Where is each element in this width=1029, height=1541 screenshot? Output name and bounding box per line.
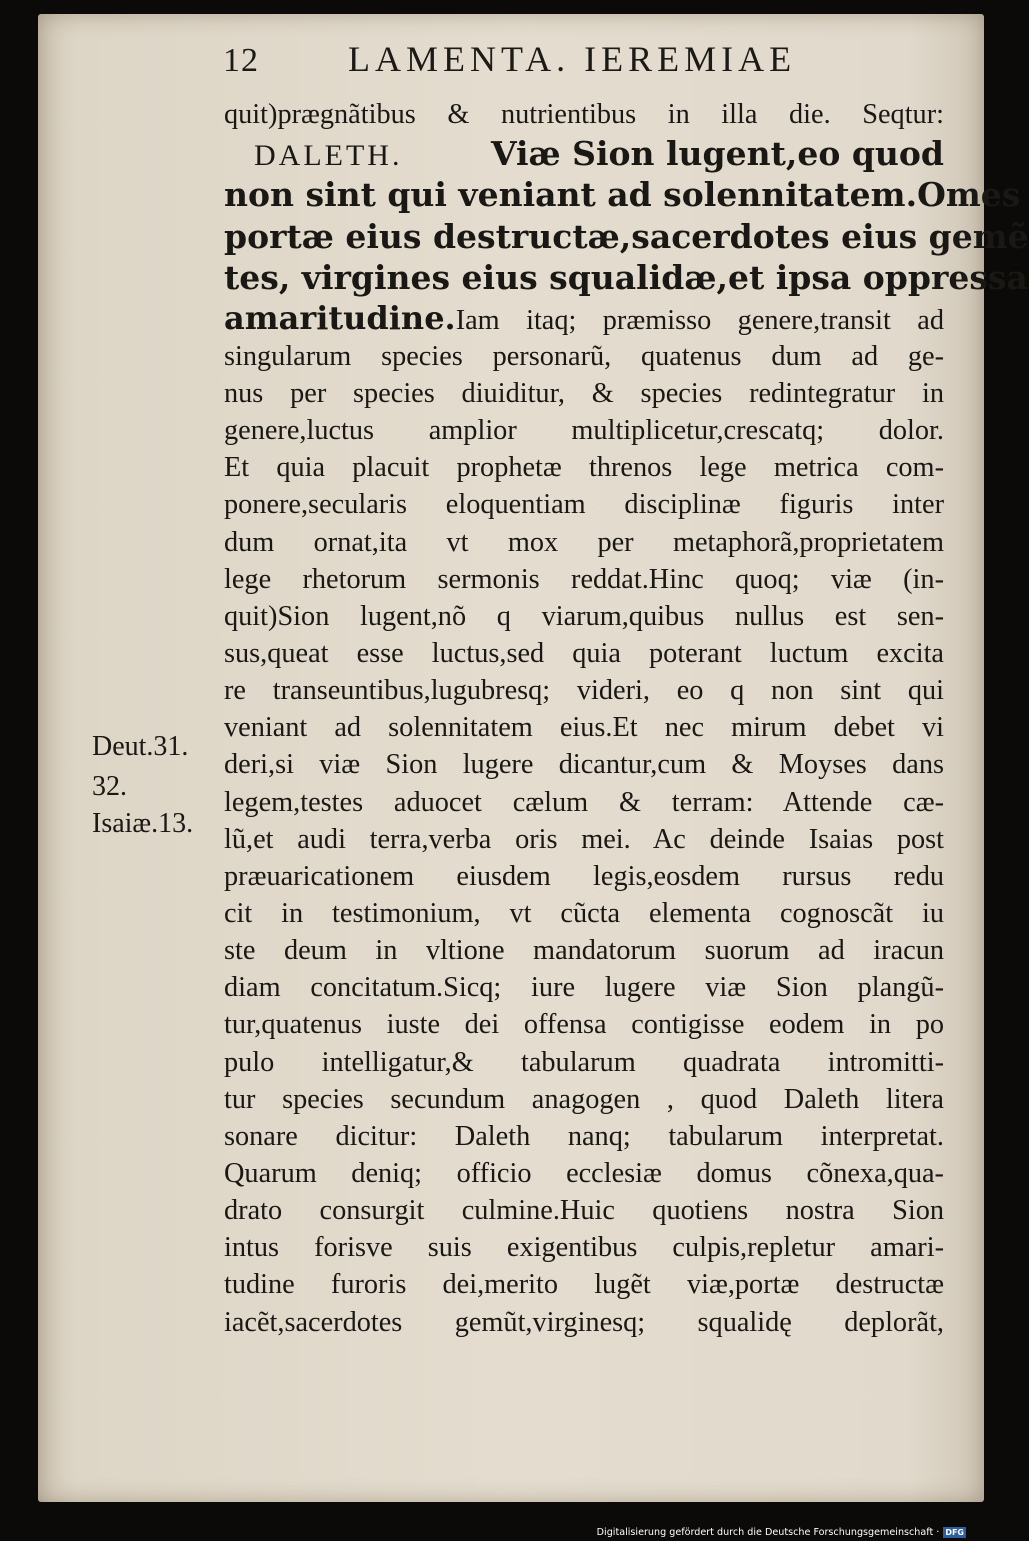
text-line: quit)Sion lugent,nõ q viarum,quibus nullus est sen- (224, 600, 944, 632)
text-line: iacẽt,sacerdotes gemũt,virginesq; squalidę deplorãt, (224, 1306, 944, 1338)
text-line: ponere,secularis eloquentiam disciplinæ figuris inter (224, 489, 944, 521)
marginal-note: 32. (92, 771, 127, 802)
text-line: præuaricationem eiusdem legis,eosdem rursus redu (224, 860, 944, 892)
text-line: ste deum in vltione mandatorum suorum ad iracun (224, 935, 944, 967)
text-line: lũ,et audi terra,verba oris mei. Ac deinde Isaias post (224, 823, 944, 855)
gothic-text: amaritudine. (224, 298, 456, 337)
text-line: Quarum deniq; officio ecclesiæ domus cõnexa,qua- (224, 1157, 944, 1189)
text-line: legem,testes aduocet cælum & terram: Attende cæ- (224, 786, 944, 818)
gothic-line: tes, virgines eius squalidæ,et ipsa oppressa (224, 257, 1028, 297)
credit-text: Digitalisierung gefördert durch die Deutsche Forschungsgemeinschaft · (596, 1526, 940, 1538)
text-line: diam concitatum.Sicq; iure lugere viæ Sion plangũ- (224, 972, 944, 1004)
text-line: Et quia placuit prophetæ threnos lege metrica com- (224, 452, 944, 484)
text-line: deri,si viæ Sion lugere dicantur,cum & Moyses dans (224, 749, 944, 781)
marginal-note: Isaiæ.13. (92, 808, 194, 839)
digitization-credit (597, 1526, 966, 1538)
text-line: sonare dicitur: Daleth nanq; tabularum interpretat. (224, 1120, 944, 1152)
dfg-logo: DFG (945, 1527, 964, 1537)
text-line: nus per species diuiditur, & species redintegratur in (224, 378, 944, 410)
body-text (224, 96, 1029, 1341)
text-line: intus forisve suis exigentibus culpis,repletur amari- (224, 1232, 944, 1264)
text-line: tur,quatenus iuste dei offensa contigisse eodem in po (224, 1009, 944, 1041)
text-line: drato consurgit culmine.Huic quotiens nostra Sion (224, 1195, 944, 1227)
running-title: LAMENTA. IEREMIAE (348, 39, 797, 79)
gothic-line: portæ eius destructæ,sacerdotes eius gemẽ (224, 216, 1029, 256)
gothic-text: Viæ Sion lugent,eo quod (490, 134, 944, 174)
mixed-line (224, 298, 944, 338)
roman-text: Iam itaq; præmisso genere,transit ad (455, 304, 944, 336)
text-line: dum ornat,ita vt mox per metaphorã,proprietatem (224, 526, 944, 558)
daleth-line (224, 133, 944, 174)
text-line: pulo intelligatur,& tabularum quadrata intromitti- (224, 1046, 944, 1078)
text-line: sus,queat esse luctus,sed quia poterant luctum excita (224, 638, 944, 670)
text-line: quit)prægnãtibus & nutrientibus in illa die. Seqtur: (224, 99, 944, 130)
text-line: cit in testimonium, vt cũcta elementa cognoscãt iu (224, 898, 944, 929)
page-header (223, 38, 943, 82)
text-line: tur species secundum anagogen , quod Daleth litera (224, 1083, 944, 1115)
text-line: lege rhetorum sermonis reddat.Hinc quoq; viæ (in- (224, 563, 944, 595)
marginal-note: Deut.31. (92, 731, 189, 762)
gothic-line: non sint qui veniant ad solennitatem.Omes (224, 175, 1021, 215)
text-line: tudine furoris dei,merito lugẽt viæ,portæ destructæ (224, 1269, 944, 1301)
daleth-label: DALETH. (254, 139, 403, 173)
text-line: veniant ad solennitatem eius.Et nec mirum debet vi (224, 712, 944, 744)
text-line: singularum species personarũ, quatenus dum ad ge- (224, 340, 944, 372)
text-line: genere,luctus amplior multiplicetur,crescatq; dolor. (224, 415, 944, 447)
text-line: re transeuntibus,lugubresq; videri, eo q non sint qui (224, 675, 944, 707)
page-number: 12 (223, 42, 259, 79)
